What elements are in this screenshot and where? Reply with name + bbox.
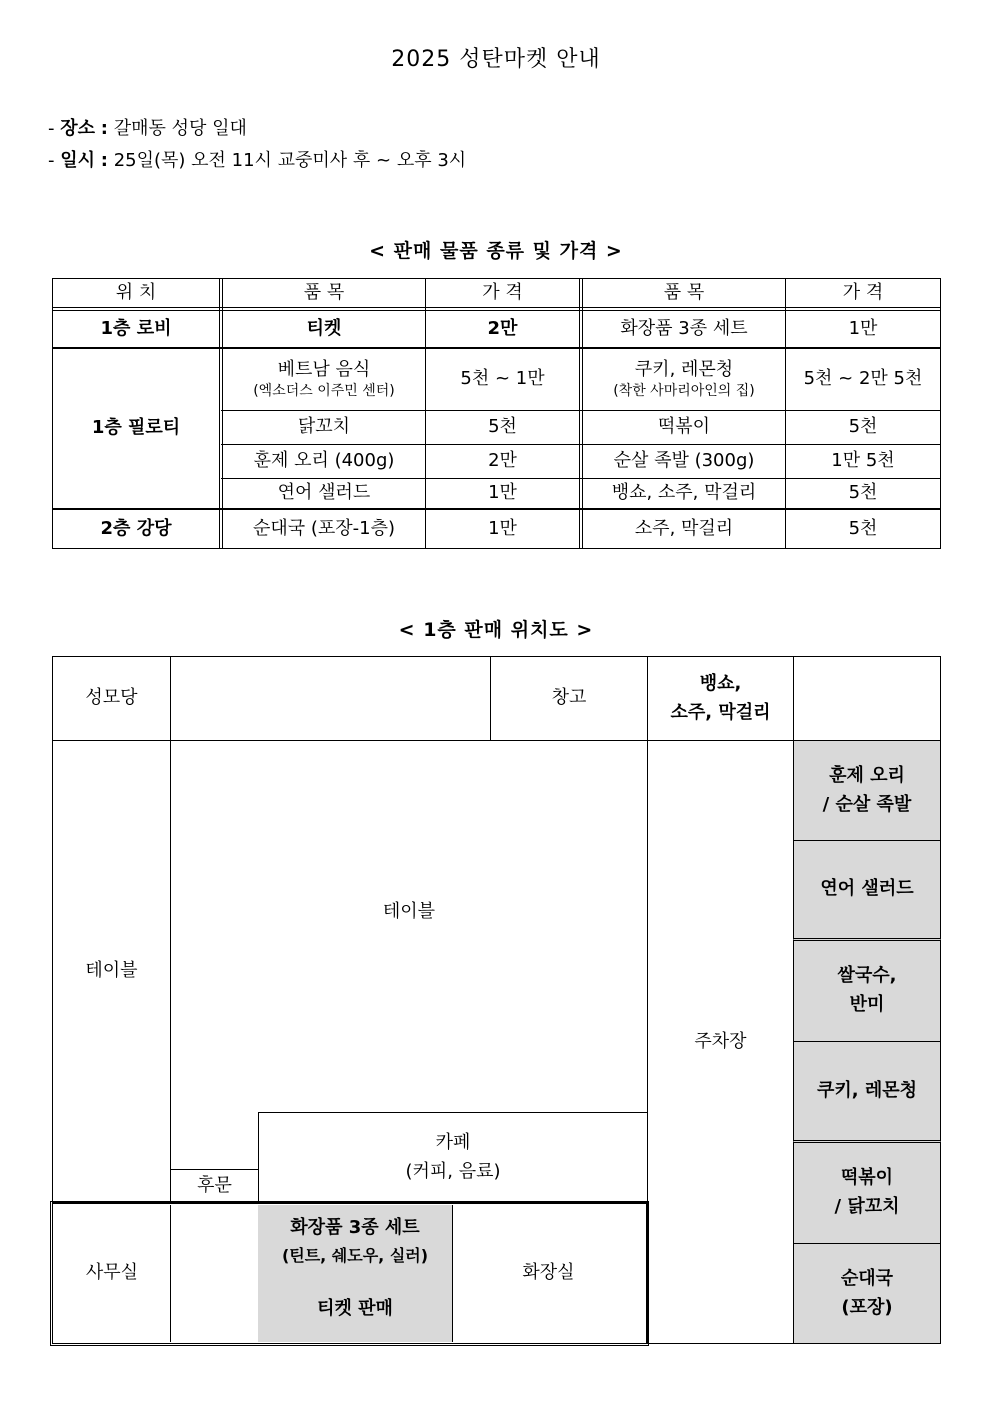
info-colon: : xyxy=(100,150,108,171)
location-hall: 2층 강당 xyxy=(100,517,172,539)
map-title: < 1층 판매 위치도 > xyxy=(398,619,594,641)
back-gate xyxy=(170,1169,259,1203)
price-cell: 5천 ~ 1만 xyxy=(460,368,545,390)
restroom-label: 화장실 xyxy=(522,1262,575,1284)
table-label: 테이블 xyxy=(85,960,138,982)
item-cell: 화장품 3종 세트 xyxy=(620,317,748,339)
price-cell: 1만 5천 xyxy=(831,450,895,472)
price-cell: 5천 xyxy=(488,416,517,438)
blank-area xyxy=(170,1112,259,1170)
blank-area xyxy=(793,656,941,741)
table-label: 테이블 xyxy=(382,900,436,922)
cosmetics-stall xyxy=(258,1205,453,1278)
price-cell: 2만 xyxy=(487,317,518,339)
pho-banhmi-stall xyxy=(793,940,941,1042)
info-colon: : xyxy=(100,118,108,139)
stall-label: (포장) xyxy=(841,1296,893,1318)
time-value: 25일(목) 오전 11시 교중미사 후 ~ 오후 3시 xyxy=(113,150,467,171)
table-area-left xyxy=(52,740,171,1203)
cafe-label: 카페 xyxy=(435,1131,471,1153)
price-cell: 2만 xyxy=(488,450,517,472)
item-cell xyxy=(223,349,425,410)
item-cell xyxy=(583,349,785,410)
back-gate-label: 후문 xyxy=(197,1174,232,1196)
header-price: 가 격 xyxy=(842,282,884,304)
stall-label: / 닭꼬치 xyxy=(834,1196,900,1217)
price-cell: 5천 xyxy=(848,416,878,438)
location-lobby: 1층 로비 xyxy=(100,317,172,339)
parking-area xyxy=(647,740,794,1344)
item-cell: 연어 샐러드 xyxy=(277,482,371,504)
chapel-label: 성모당 xyxy=(85,687,138,709)
page-title: 2025 성탄마켓 안내 xyxy=(391,47,601,72)
item-cell: 닭꼬치 xyxy=(297,416,351,438)
item-cell: 소주, 막걸리 xyxy=(634,517,734,539)
restroom-area xyxy=(452,1205,645,1342)
header-location: 위 치 xyxy=(115,282,157,304)
info-dash: - xyxy=(48,150,55,171)
header-item: 품 목 xyxy=(303,282,345,304)
ticket-booth xyxy=(258,1277,453,1342)
stall-label: 연어 샐러드 xyxy=(820,878,914,900)
stall-sublabel: (틴트, 쉐도우, 실러) xyxy=(281,1245,429,1265)
parking-label: 주차장 xyxy=(694,1030,747,1052)
stall-label: 쌀국수, xyxy=(837,965,897,987)
item-subtitle: (착한 사마리아인의 집) xyxy=(613,383,755,400)
duck-jokbal-stall xyxy=(793,740,941,841)
stall-label: 훈제 오리 xyxy=(829,764,905,786)
item-cell: 훈제 오리 (400g) xyxy=(253,450,395,472)
cookie-lemon-stall xyxy=(793,1041,941,1143)
salmon-salad-stall xyxy=(793,840,941,941)
place-label: 장소 xyxy=(60,118,96,139)
table-area-center xyxy=(170,740,648,1113)
item-cell: 떡볶이 xyxy=(657,416,711,438)
info-dash: - xyxy=(48,118,55,139)
price-cell: 1만 xyxy=(488,482,517,504)
tteokbokki-skewer-stall xyxy=(793,1142,941,1244)
drinks-label: 소주, 막걸리 xyxy=(670,701,771,723)
drinks-stall xyxy=(647,656,794,741)
storage-area xyxy=(490,656,648,741)
blank-area xyxy=(170,656,491,741)
sundae-soup-stall xyxy=(793,1243,941,1344)
price-cell: 5천 ~ 2만 5천 xyxy=(803,368,923,390)
stall-label: 떡볶이 xyxy=(840,1167,894,1189)
storage-label: 창고 xyxy=(551,687,587,709)
item-subtitle: (엑소더스 이주민 센터) xyxy=(253,383,395,400)
price-table xyxy=(52,278,941,549)
price-cell: 5천 xyxy=(848,517,878,539)
stall-label: 쿠키, 레몬청 xyxy=(816,1079,918,1101)
stall-label: / 순살 족발 xyxy=(822,793,912,815)
location-piloti: 1층 필로티 xyxy=(91,417,181,439)
drinks-label: 뱅쇼, xyxy=(699,672,742,694)
stall-label: 화장품 3종 세트 xyxy=(290,1216,420,1238)
info-time xyxy=(48,146,466,172)
stall-label: 순대국 xyxy=(840,1267,894,1289)
item-cell: 뱅쇼, 소주, 막걸리 xyxy=(611,482,757,504)
office-label: 사무실 xyxy=(85,1262,139,1284)
time-label: 일시 xyxy=(60,150,96,171)
item-name: 쿠키, 레몬청 xyxy=(634,358,734,380)
stall-label: 티켓 판매 xyxy=(317,1298,393,1320)
item-cell: 티켓 xyxy=(306,317,342,339)
info-place xyxy=(48,114,247,140)
header-price: 가 격 xyxy=(482,282,523,304)
cafe-area xyxy=(258,1112,648,1203)
price-cell: 1만 xyxy=(488,517,517,539)
chapel-area xyxy=(52,656,171,741)
price-cell: 1만 xyxy=(848,317,878,339)
item-name: 베트남 음식 xyxy=(277,358,371,380)
item-cell: 순대국 (포장-1층) xyxy=(252,517,396,539)
blank-area xyxy=(170,1205,259,1342)
cafe-label: (커피, 음료) xyxy=(405,1160,501,1182)
item-cell: 순살 족발 (300g) xyxy=(613,450,755,472)
office-area xyxy=(54,1205,171,1342)
stall-label: 반미 xyxy=(849,994,885,1015)
table-title: < 판매 물품 종류 및 가격 > xyxy=(369,240,623,262)
place-value: 갈매동 성당 일대 xyxy=(113,118,247,139)
header-item: 품 목 xyxy=(663,282,705,304)
price-cell: 5천 xyxy=(848,482,878,504)
